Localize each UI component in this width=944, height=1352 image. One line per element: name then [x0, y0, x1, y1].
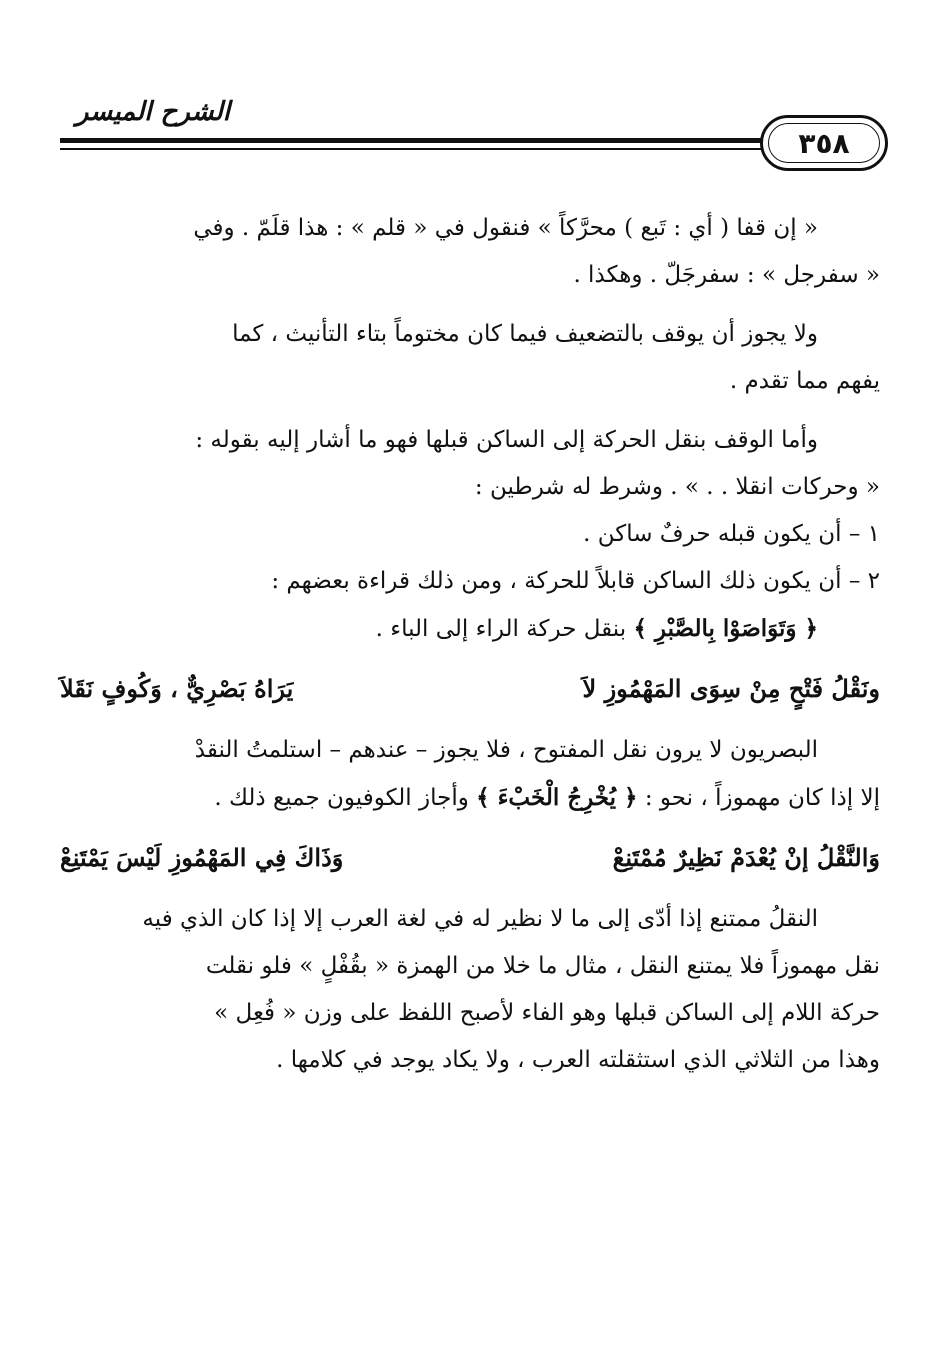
paragraph-3 [60, 417, 880, 511]
paragraph-4-line-2-part-1: إلا إذا كان مهموزاً ، نحو : [644, 785, 880, 811]
condition-1: ١ – أن يكون قبله حرفٌ ساكن . [583, 521, 880, 547]
paragraph-2-line-2: يفهم مما تقدم . [729, 368, 880, 394]
quran-example-note: بنقل حركة الراء إلى الباء . [375, 616, 627, 642]
verse-2-second-hemistich: وَذَاكَ فِي المَهْمُوزِ لَيْسَ يَمْتَنِعْ [60, 843, 344, 872]
quran-example: ﴿ وَتَوَاصَوْا بِالصَّبْرِ ﴾ [633, 615, 818, 642]
quran-example-line [60, 605, 880, 653]
page-body [60, 205, 880, 1084]
paragraph-5-line-1: النقلُ ممتنع إذا أدّى إلى ما لا نظير له في لغة العرب إلا إذا كان الذي فيه [142, 906, 818, 932]
verse-1-first-hemistich: ونَقْلُ فَتْحٍ مِنْ سِوَى المَهْمُوزِ لاَ [582, 674, 880, 703]
paragraph-5-line-2: نقل مهموزاً فلا يمتنع النقل ، مثال ما خلا من الهمزة « بقُفْلٍ » فلو نقلت [205, 953, 880, 979]
header-rule-thick [60, 138, 880, 143]
paragraph-4-line-2-part-2: وأجاز الكوفيون جميع ذلك . [214, 785, 469, 811]
paragraph-3-line-2: « وحركات انقلا . . » . وشرط له شرطين : [474, 474, 880, 500]
paragraph-1-line-2: « سفرجل » : سفرجَلّ . وهكذا . [573, 262, 880, 288]
paragraph-3-line-1: وأما الوقف بنقل الحركة إلى الساكن قبلها فهو ما أشار إليه بقوله : [195, 427, 818, 453]
paragraph-5 [60, 896, 880, 1084]
paragraph-1-line-1: « إن قفا ( أي : تَبع ) محرَّكاً » فنقول في « قلم » : هذا قلَمّ . وفي [193, 215, 818, 241]
page-header [60, 95, 880, 185]
paragraph-2 [60, 311, 880, 405]
page-number: ٣٥٨ [798, 126, 850, 160]
page-number-badge [760, 115, 888, 171]
running-title: الشرح الميسر [75, 97, 230, 127]
paragraph-4 [60, 727, 880, 822]
paragraph-1 [60, 205, 880, 299]
header-rule-thin [60, 148, 880, 150]
verse-1-second-hemistich: يَرَاهُ بَصْرِيٌّ ، وَكُوفٍ نَقَلاَ [60, 674, 294, 703]
paragraph-5-line-4: وهذا من الثلاثي الذي استثقلته العرب ، ولا يكاد يوجد في كلامها . [276, 1047, 880, 1073]
condition-2: ٢ – أن يكون ذلك الساكن قابلاً للحركة ، ومن ذلك قراءة بعضهم : [271, 568, 880, 594]
quran-example-2: ﴿ يُخْرِجُ الْخَبْءَ ﴾ [476, 784, 638, 811]
verse-2 [60, 834, 880, 882]
paragraph-5-line-3: حركة اللام إلى الساكن قبلها وهو الفاء لأصبح اللفظ على وزن « فُعِل » [214, 1000, 880, 1026]
verse-2-first-hemistich: وَالنَّقْلُ إنْ يُعْدَمْ نَظِيرٌ مُمْتَنِعْ [612, 843, 880, 872]
paragraph-4-line-1: البصريون لا يرون نقل المفتوح ، فلا يجوز – عندهم – استلمتُ النقدْ [194, 737, 818, 763]
verse-1 [60, 665, 880, 713]
paragraph-2-line-1: ولا يجوز أن يوقف بالتضعيف فيما كان مختوماً بتاء التأنيث ، كما [232, 321, 818, 347]
